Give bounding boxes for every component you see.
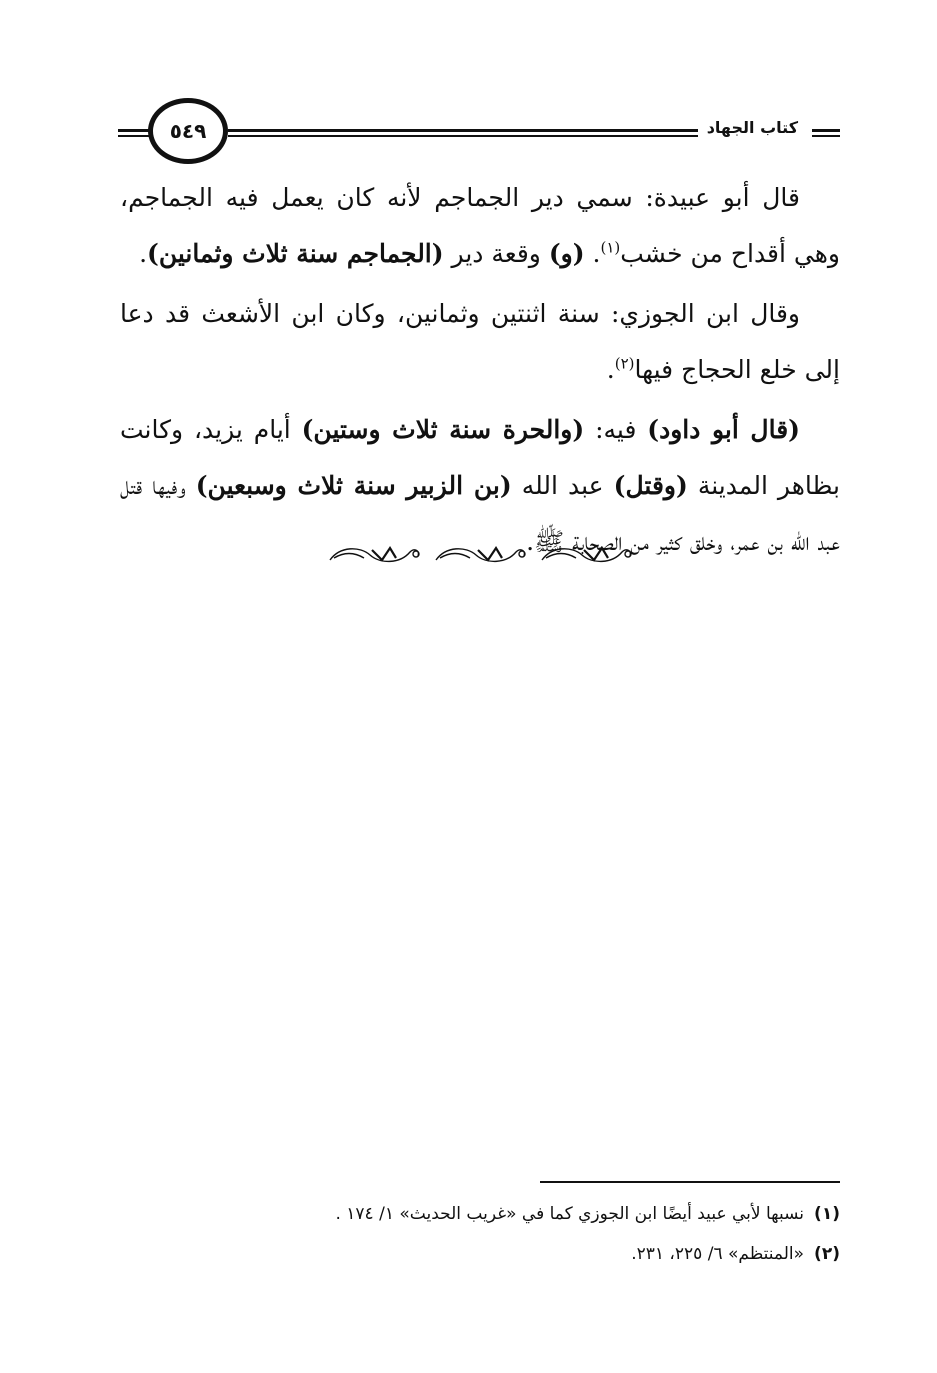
footnote-1	[180, 1194, 840, 1234]
footnote-ref-2: (٢)	[614, 354, 635, 373]
paragraph-1-text-3: وقعة دير	[443, 239, 549, 268]
paragraph-2-text-2: .	[606, 355, 615, 384]
ornament-scroll-1	[330, 548, 419, 561]
footnote-1-number: (١)	[814, 1204, 840, 1224]
footnote-1-text: نسبها لأبي عبيد أيضًا ابن الجوزي كما في «غريب الحديث» ١/ ١٧٤ .	[335, 1204, 805, 1224]
running-title: كتاب الجهاد	[699, 118, 806, 137]
paragraph-1-text-2: .	[584, 239, 601, 268]
footnotes	[180, 1194, 840, 1274]
paragraph-1-bold-2: (الجماجم سنة ثلاث وثمانين)	[147, 239, 444, 268]
paragraph-3-bold-1: (قال أبو داود)	[647, 415, 800, 444]
paragraph-1-text-1: قال أبو عبيدة: سمي دير الجماجم لأنه كان يعمل فيه الجماجم، وهي أقداح من خشب	[120, 183, 840, 268]
page-header	[118, 96, 840, 166]
body-text	[120, 170, 840, 570]
ornament-scroll-3	[542, 548, 631, 561]
paragraph-1-bold-1: (و)	[548, 239, 585, 268]
paragraph-3-bold-3: (وقتل)	[613, 471, 688, 500]
section-ornament	[320, 540, 640, 570]
header-rule-left	[118, 129, 150, 132]
header-title-dash	[812, 129, 840, 132]
paragraph-2-text-1: وقال ابن الجوزي: سنة اثنتين وثمانين، وكان ابن الأشعث قد دعا إلى خلع الحجاج فيها	[120, 299, 840, 384]
page-number: ٥٤٩	[169, 119, 207, 143]
header-rule-left-thin	[118, 135, 150, 137]
paragraph-3-bold-4: (بن الزبير سنة ثلاث وسبعين)	[195, 471, 512, 500]
footnote-2-number: (٢)	[814, 1244, 840, 1264]
paragraph-2	[120, 286, 840, 398]
footnote-2	[180, 1234, 840, 1274]
footnote-separator	[540, 1181, 840, 1183]
paragraph-1	[120, 170, 840, 282]
footnote-2-text: «المنتظم» ٦/ ٢٢٥، ٢٣١.	[631, 1244, 805, 1264]
paragraph-3-text-1: فيه:	[584, 415, 648, 444]
paragraph-3-text-3: عبد الله	[511, 471, 614, 500]
ornament-scroll-2	[436, 548, 525, 561]
footnote-ref-1: (١)	[600, 238, 621, 257]
header-title-dash-thin	[812, 135, 840, 137]
paragraph-3-bold-2: (والحرة سنة ثلاث وستين)	[301, 415, 585, 444]
paragraph-3-text-2: أيام يزيد، وكانت بظاهر المدينة	[120, 415, 840, 500]
paragraph-3-text-4: وفيها قتل عبد الله بن عمر، وخلق كثير من الصحابة ﷺ.	[120, 471, 840, 556]
page-number-ring	[148, 98, 228, 164]
paragraph-1-text-4: .	[139, 239, 148, 268]
